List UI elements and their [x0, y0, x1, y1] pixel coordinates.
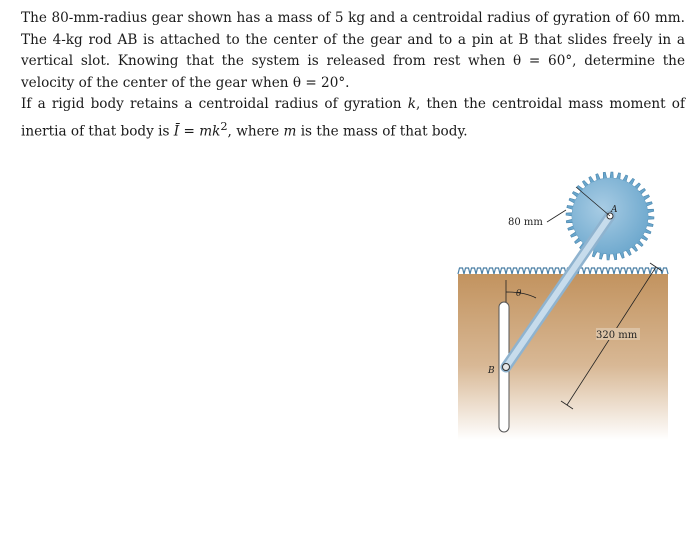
p2-text-4: is the mass of that body.: [296, 123, 468, 140]
gear-rod-figure: [450, 170, 690, 440]
problem-paragraph-1: The 80-mm-radius gear shown has a mass of 5 kg and a centroidal radius of gyration of 60 mm. The 4-kg rod AB is attached to the center of the gear and to a pin at B that slides freely in a vertical slot. Knowing that the system is released from rest when θ = 60°, determine the velocity of the center of the gear when θ = 20°.: [21, 10, 685, 91]
p2-text-3: , where: [227, 123, 284, 140]
length-dim-ext-a: [650, 263, 662, 271]
pin-b: [503, 364, 510, 371]
label-b: B: [488, 366, 495, 376]
label-theta: θ: [516, 289, 522, 299]
label-a: A: [611, 205, 618, 215]
p2-equals: =: [179, 123, 200, 140]
p2-var-m: m: [199, 123, 213, 140]
p2-var-ibar: Ī: [173, 123, 180, 140]
p2-var-k: k: [407, 96, 416, 112]
p2-exponent: 2: [220, 118, 228, 133]
problem-statement: [21, 8, 685, 143]
problem-paragraph-2: [21, 94, 685, 143]
radius-leader: [547, 210, 566, 222]
rack-teeth: [458, 268, 668, 274]
p2-text-2: , then the centroidal mass moment of inertia of that body is: [21, 96, 685, 140]
p2-var-k2: k: [212, 123, 221, 140]
ground-block: [458, 274, 668, 440]
p2-text-1: If a rigid body retains a centroidal radius of gyration: [21, 96, 408, 112]
p2-var-m2: m: [283, 123, 297, 140]
label-rod-length: 320 mm: [596, 330, 638, 341]
label-gear-radius: 80 mm: [508, 217, 543, 228]
mechanism-diagram: [450, 170, 690, 440]
